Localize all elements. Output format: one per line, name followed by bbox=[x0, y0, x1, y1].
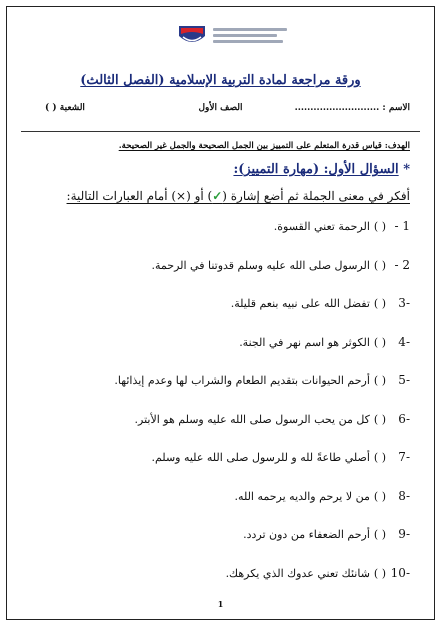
statement-number: 2 - bbox=[394, 257, 410, 272]
statement-item bbox=[30, 523, 410, 562]
statement-item bbox=[30, 292, 410, 331]
worksheet-page bbox=[6, 6, 435, 620]
question-instruction bbox=[67, 189, 410, 203]
answer-box[interactable]: ( ) bbox=[373, 528, 386, 541]
name-dots: ........................... bbox=[294, 103, 380, 113]
statement-number: 1 - bbox=[394, 219, 410, 233]
statement-item bbox=[30, 408, 410, 447]
grade-label: الصف الأول bbox=[198, 103, 243, 113]
question-title bbox=[233, 162, 410, 177]
instruction-part-b: ) أو (×) أمام العبارات التالية: bbox=[66, 189, 213, 203]
header-divider bbox=[21, 131, 420, 132]
page-number: 1 bbox=[217, 599, 224, 609]
statement-number: -5 bbox=[398, 373, 410, 387]
answer-box[interactable]: ( ) bbox=[373, 374, 386, 387]
statement-item bbox=[30, 254, 410, 293]
statement-text: تفضل الله على نبيه بنعم قليلة. bbox=[230, 297, 370, 310]
statement-item bbox=[30, 331, 410, 370]
statement-number: -3 bbox=[398, 296, 410, 310]
statement-text: كل من يحب الرسول صلى الله عليه وسلم هو الأبتر. bbox=[134, 412, 370, 426]
statement-text: الرحمة تعني القسوة. bbox=[273, 220, 370, 233]
statement-item bbox=[30, 562, 410, 601]
statement-number: -4 bbox=[398, 334, 410, 349]
answer-box[interactable]: ( ) bbox=[373, 566, 386, 580]
statement-number: -10 bbox=[390, 565, 410, 580]
lesson-goal: الهدف: قياس قدرة المتعلم على التمييز بين الجمل الصحيحة والجمل غير الصحيحة. bbox=[118, 141, 410, 151]
question-star: * bbox=[403, 162, 410, 177]
statement-item bbox=[30, 215, 410, 254]
question-title-text: السؤال الأول: (مهارة التمييز): bbox=[233, 162, 399, 177]
statement-list bbox=[30, 215, 410, 600]
logo-text-lines bbox=[213, 28, 287, 43]
section-label: الشعبة ( ) bbox=[45, 103, 85, 113]
statement-text: أصلي طاعةً لله و للرسول صلى الله عليه وسلم. bbox=[151, 451, 370, 464]
statement-number: -6 bbox=[398, 411, 410, 426]
school-logo bbox=[177, 21, 293, 49]
answer-box[interactable]: ( ) bbox=[373, 489, 386, 503]
statement-text: أرحم الضعفاء من دون تردد. bbox=[243, 528, 370, 541]
school-emblem-icon bbox=[177, 22, 207, 48]
check-mark-icon: ✓ bbox=[212, 189, 223, 203]
statement-text: الكوثر هو اسم نهر في الجنة. bbox=[239, 335, 370, 349]
name-label: الاسم : bbox=[382, 103, 410, 113]
answer-box[interactable]: ( ) bbox=[373, 451, 386, 464]
statement-item bbox=[30, 446, 410, 485]
statement-text: شانئك تعني عدوك الذي يكرهك. bbox=[225, 566, 370, 580]
statement-text: الرسول صلى الله عليه وسلم قدوتنا في الرحمة. bbox=[151, 258, 370, 272]
answer-box[interactable]: ( ) bbox=[373, 297, 386, 310]
statement-number: -9 bbox=[398, 527, 410, 541]
answer-box[interactable]: ( ) bbox=[373, 220, 386, 233]
statement-text: أرحم الحيوانات بتقديم الطعام والشراب لها وعدم إيذائها. bbox=[114, 374, 370, 387]
answer-box[interactable]: ( ) bbox=[373, 412, 386, 426]
answer-box[interactable]: ( ) bbox=[373, 258, 386, 272]
statement-text: من لا يرحم والديه يرحمه الله. bbox=[234, 489, 370, 503]
worksheet-title: ورقة مراجعة لمادة التربية الإسلامية (الفصل الثالث) bbox=[80, 73, 361, 88]
answer-box[interactable]: ( ) bbox=[373, 335, 386, 349]
statement-number: -7 bbox=[398, 450, 410, 464]
statement-item bbox=[30, 485, 410, 524]
statement-number: -8 bbox=[398, 488, 410, 503]
statement-item bbox=[30, 369, 410, 408]
instruction-part-a: أفكر في معنى الجملة ثم أضع إشارة ( bbox=[222, 189, 410, 203]
